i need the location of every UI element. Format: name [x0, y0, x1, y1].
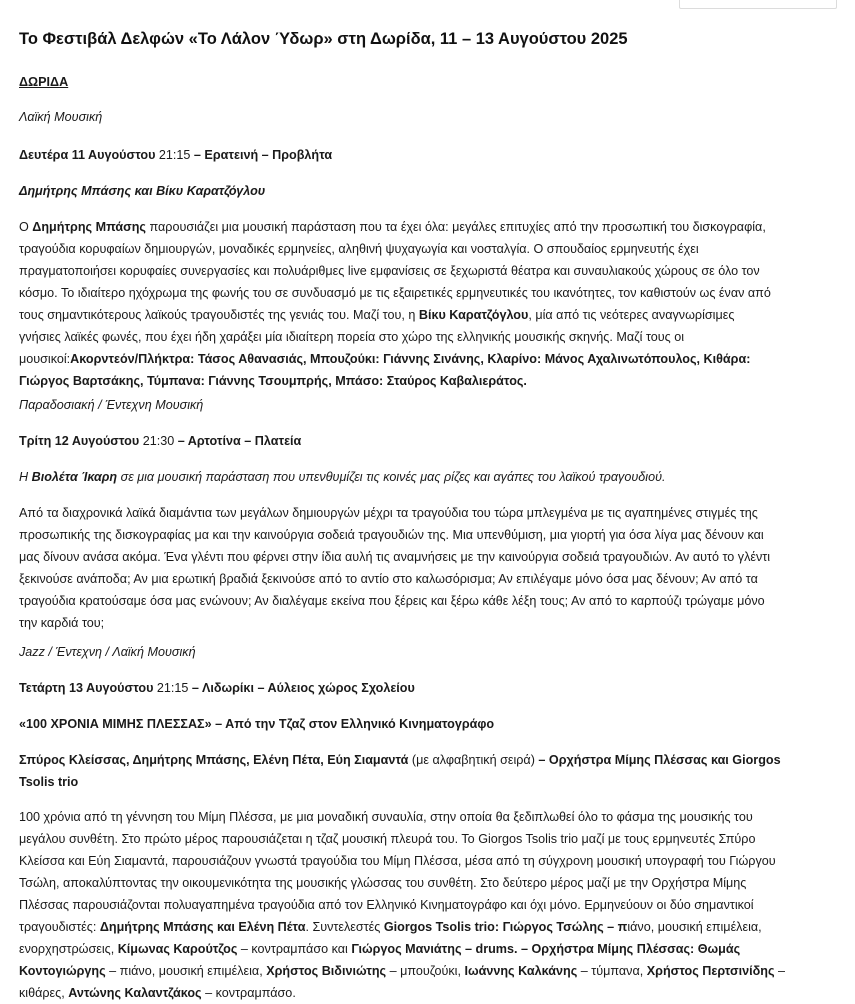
event3-show-title: [19, 713, 835, 735]
text-fragment: Γιώργος Βαρτσάκης, Τύμπανα: Γιάννης Τσουμπρής, Μπάσο: Σταύρος Καβαλιεράτος.: [19, 374, 527, 388]
text-fragment: Giorgos Tsolis trio: Γιώργος Τσώλης – π: [383, 920, 628, 934]
text-fragment: Σπύρος Κλείσσας, Δημήτρης Μπάσης, Ελένη Πέτα, Εύη Σιαμαντά: [19, 753, 409, 767]
text-fragment: – πιάνο, μουσική επιμέλεια,: [105, 964, 267, 978]
text-fragment: Τρίτη 12 Αυγούστου: [19, 434, 140, 448]
text-fragment: κόσμο. Το ιδιαίτερο ηχόχρωμα της φωνής του σε συνδυασμό με τις εξαιρετικές ερμηνευτικές του ικανότητες, τον καθιστούν ως έναν από: [19, 286, 771, 300]
text-fragment: Jazz / Έντεχνη / Λαϊκή Μουσική: [19, 645, 196, 659]
text-fragment: τους σημαντικότερους λαϊκούς τραγουδιστές της γενιάς του. Μαζί του, η: [19, 308, 419, 322]
text-fragment: 21:15: [153, 681, 192, 695]
text-fragment: ενορχηστρώσεις,: [19, 942, 118, 956]
text-fragment: –: [774, 964, 786, 978]
text-fragment: – κοντραμπάσο και: [237, 942, 352, 956]
text-fragment: Χρήστος Περτσινίδης: [646, 964, 775, 978]
text-fragment: – Ερατεινή – Προβλήτα: [193, 148, 333, 162]
top-search-box[interactable]: [679, 0, 837, 9]
event1-description: [19, 216, 835, 392]
text-fragment: Χρήστος Βιδινιώτης: [266, 964, 387, 978]
text-fragment: μουσικοί:: [19, 352, 71, 366]
event3-genre: [19, 641, 835, 663]
text-fragment: ιάνο, μουσική επιμέλεια,: [627, 920, 762, 934]
text-fragment: – μπουζούκι,: [386, 964, 465, 978]
text-fragment: μας δίνουν ανάσα ακόμα. Ένα γλέντι που φέρνει στην ίδια αυλή τις αναμνήσεις με την καινούργια σοδειά τραγουδιών. Αν αυτό το γλέντι: [19, 550, 771, 564]
text-fragment: Ο: [19, 220, 33, 234]
text-fragment: κιθάρες,: [19, 986, 69, 1000]
page-title: Το Φεστιβάλ Δελφών «Το Λάλον Ύδωρ» στη Δωρίδα, 11 – 13 Αυγούστου 2025: [19, 30, 628, 48]
text-fragment: Δημήτρης Μπάσης και Ελένη Πέτα: [99, 920, 306, 934]
text-fragment: – Ορχήστρα Μίμης Πλέσσας και Giorgos: [538, 753, 781, 767]
text-fragment: Τετάρτη 13 Αυγούστου: [19, 681, 154, 695]
text-fragment: 21:30: [139, 434, 178, 448]
text-fragment: Η: [19, 470, 32, 484]
text-fragment: (με αλφαβητική σειρά): [408, 753, 539, 767]
text-fragment: σε μια μουσική παράσταση που υπενθυμίζει τις κοινές μας ρίζες και αγάπες του λαϊκού τραγουδιού.: [117, 470, 666, 484]
text-fragment: Γιώργος Μανιάτης – drums. – Ορχήστρα Μίμης Πλέσσας: Θωμάς: [351, 942, 741, 956]
text-fragment: Κίμωνας Καρούτζος: [117, 942, 238, 956]
text-fragment: Ιωάννης Καλκάνης: [464, 964, 578, 978]
event3-cast: [19, 749, 835, 793]
text-fragment: 100 χρόνια από τη γέννηση του Μίμη Πλέσσα, με μια μοναδική συναυλία, στην οποία θα ξεδιπλωθεί όλο το φάσμα της μουσικής του: [19, 810, 753, 824]
text-fragment: , μία από τις νεότερες αναγνωρίσιμες: [528, 308, 735, 322]
text-fragment: Πλέσσας παρουσιάζονται πολυαγαπημένα τραγούδια από τον Ελληνικό Κινηματογράφο και όχι μόνο. Ερμηνεύουν οι δύο σημαντικοί: [19, 898, 754, 912]
text-fragment: «100 ΧΡΟΝΙΑ ΜΙΜΗΣ ΠΛΕΣΣΑΣ» – Από την Τζαζ στον Ελληνικό Κινηματογράφο: [19, 717, 495, 731]
text-fragment: Κοντογιώργης: [19, 964, 106, 978]
text-fragment: τραγούδια κρατούσαμε όσα μας ενώνουν; Αν διαλέγαμε εκείνα που ξέρεις και ξέρω κάθε λέξη τους; Αν από το καρπούζι τρώγαμε μόνο: [19, 594, 765, 608]
text-fragment: Δευτέρα 11 Αυγούστου: [19, 148, 156, 162]
event1-artists: [19, 180, 835, 202]
text-fragment: την καρδιά του;: [19, 616, 105, 630]
event3-datetime: [19, 677, 835, 699]
text-fragment: μεγάλου συνθέτη. Στο πρώτο μέρος παρουσιάζεται η τζαζ μουσική πλευρά του. Το Giorgos Tsolis trio μαζί με τους ερμηνευτές Σπύρο: [19, 832, 756, 846]
text-fragment: Βίκυ Καρατζόγλου: [418, 308, 529, 322]
text-fragment: Ακορντεόν/Πλήκτρα: Τάσος Αθανασιάς, Μπουζούκι: Γιάννης Σινάνης, Κλαρίνο: Μάνος Αχαλινωτόπουλος, Κιθάρα:: [70, 352, 751, 366]
text-fragment: Παραδοσιακή / Έντεχνη Μουσική: [19, 398, 204, 412]
text-fragment: ξεκινούσε ανάποδα; Αν μια ερωτική βραδιά ξεκινούσε από το αντίο στο καλωσόρισμα; Αν επιλέγαμε μόνο όσα μας δένουν; Αν από τα: [19, 572, 758, 586]
text-fragment: – τύμπανα,: [577, 964, 647, 978]
text-fragment: ΔΩΡΙΔΑ: [19, 75, 69, 89]
event2-datetime: [19, 430, 835, 452]
region-heading: [19, 71, 835, 93]
event2-description: [19, 502, 835, 634]
text-fragment: παρουσιάζει μια μουσική παράσταση που τα έχει όλα: μεγάλες επιτυχίες από την προσωπική του δισκογραφία,: [145, 220, 766, 234]
text-fragment: Δημήτρης Μπάσης: [32, 220, 146, 234]
text-fragment: Κλείσσα και Εύη Σιαμαντά, παρουσιάζουν γνωστά τραγούδια του Μίμη Πλέσσα, μέσα από τη σύγχρονη μουσική υπογραφή του Γιώργου: [19, 854, 776, 868]
text-fragment: Tsolis trio: [19, 775, 79, 789]
text-fragment: γνήσιες λαϊκές φωνές, που έχει ήδη χαράξει μία ιδιαίτερη πορεία στο χώρο της ελληνικής μουσικής σκηνής. Μαζί τους οι: [19, 330, 685, 344]
text-fragment: Αντώνης Καλαντζάκος: [68, 986, 202, 1000]
text-fragment: τραγουδιστές:: [19, 920, 100, 934]
text-fragment: – Αρτοτίνα – Πλατεία: [177, 434, 302, 448]
text-fragment: 21:15: [155, 148, 194, 162]
text-fragment: προσωπικής της δισκογραφίας μα και την καινούργια σοδειά τραγουδιών της. Μια υπενθύμιση, μια γιορτή για όσα λίγα μας δένουν και: [19, 528, 764, 542]
text-fragment: Από τα διαχρονικά λαϊκά διαμάντια των μεγάλων δημιουργών μέχρι τα τραγούδια του τώρα μπλεγμένα με τις αγαπημένες στιγμές της: [19, 506, 758, 520]
text-fragment: πραγματοποιήσει κορυφαίες συνεργασίες και πολυάριθμες live εμφανίσεις σε ξεχωριστά θέατρα και συναυλιακούς χώρους σε όλο τον: [19, 264, 760, 278]
text-fragment: τραγούδια κορυφαίων δημιουργών, μοναδικές ερμηνείες, αληθινή ψυχαγωγία και νοσταλγία. Ο σπουδαίος ερμηνευτής έχει: [19, 242, 699, 256]
event2-intro: [19, 466, 835, 488]
text-fragment: – κοντραμπάσο.: [201, 986, 296, 1000]
event2-genre: [19, 394, 835, 416]
text-fragment: Τσώλη, αποκαλύπτοντας την οικουμενικότητα της μουσικής γλώσσας του συνθέτη. Στο δεύτερο μέρος μαζί με την Ορχήστρα Μίμης: [19, 876, 747, 890]
text-fragment: Λαϊκή Μουσική: [19, 110, 103, 124]
text-fragment: – Λιδωρίκι – Αύλειος χώρος Σχολείου: [191, 681, 415, 695]
text-fragment: Βιολέτα Ίκαρη: [31, 470, 118, 484]
text-fragment: Δημήτρης Μπάσης και Βίκυ Καρατζόγλου: [19, 184, 266, 198]
text-fragment: . Συντελεστές: [305, 920, 384, 934]
event1-genre: [19, 106, 835, 128]
event1-datetime: [19, 144, 835, 166]
event3-description: [19, 806, 835, 1004]
